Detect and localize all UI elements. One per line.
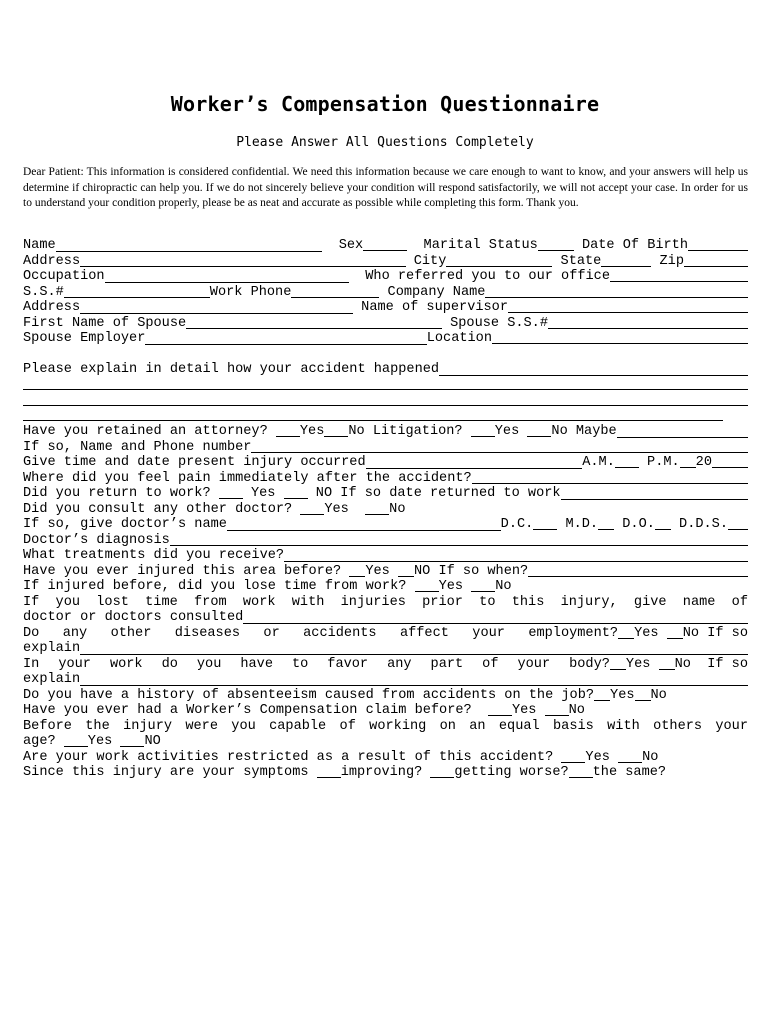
state-field[interactable] xyxy=(601,254,651,267)
spouse-ss-field[interactable] xyxy=(548,316,748,329)
date-of-birth-field[interactable] xyxy=(688,238,748,251)
return-work-label: Did you return to work? xyxy=(23,486,219,501)
row-spouse xyxy=(23,316,748,332)
page-subtitle: Please Answer All Questions Completely xyxy=(236,135,534,150)
treatments-label: What treatments did you receive? xyxy=(23,548,285,563)
absenteeism-no: No xyxy=(650,687,667,703)
restricted-yes-blank[interactable] xyxy=(561,750,585,763)
age-yes-blank[interactable] xyxy=(64,734,88,747)
litigation-no-blank[interactable] xyxy=(527,424,551,437)
name-field[interactable] xyxy=(56,238,323,252)
address2-field[interactable] xyxy=(80,300,353,314)
city-field[interactable] xyxy=(446,254,552,267)
diseases-explain-field[interactable] xyxy=(80,641,748,655)
if-so-date-label: If so date returned to work xyxy=(332,486,561,501)
zip-field[interactable] xyxy=(684,254,748,267)
lose-time-yes: Yes xyxy=(438,579,464,594)
occupation-field[interactable] xyxy=(105,269,349,283)
lost-time-line-2: doctor or doctors consulted xyxy=(23,610,244,625)
row-lost-time-2 xyxy=(23,610,748,626)
dc-label: D.C. xyxy=(500,517,534,532)
lose-time-yes-blank[interactable] xyxy=(415,579,439,592)
name-phone-field[interactable] xyxy=(251,440,748,454)
company-name-field[interactable] xyxy=(485,285,748,299)
occupation-label: Occupation xyxy=(23,269,105,284)
age-label: age? xyxy=(23,734,64,749)
diagnosis-field[interactable] xyxy=(170,533,748,547)
same-blank[interactable] xyxy=(569,765,593,778)
row-treatments xyxy=(23,548,748,564)
accident-field[interactable] xyxy=(439,362,748,376)
age-no-blank[interactable] xyxy=(120,734,144,747)
other-doctor-no-blank[interactable] xyxy=(365,502,389,515)
referred-by-label: Who referred you to our office xyxy=(365,269,610,284)
prior-claim-yes-blank[interactable] xyxy=(488,703,512,716)
row-address xyxy=(23,254,748,270)
row-if-so-name-phone xyxy=(23,440,748,456)
spouse-employer-label: Spouse Employer xyxy=(23,331,146,346)
absenteeism-yes: Yes xyxy=(610,687,635,703)
attorney-label: Have you retained an attorney? xyxy=(23,424,276,439)
diseases-yes-blank[interactable] xyxy=(618,626,634,639)
return-yes: Yes xyxy=(250,486,276,501)
address2-label: Address xyxy=(23,300,81,315)
sex-label: Sex xyxy=(338,238,364,253)
row-ss xyxy=(23,285,748,301)
return-yes-blank[interactable] xyxy=(219,486,243,499)
work-phone-field[interactable] xyxy=(291,285,379,298)
worse-blank[interactable] xyxy=(430,765,454,778)
marital-status-field[interactable] xyxy=(538,238,574,251)
year-field[interactable] xyxy=(712,455,748,468)
same-label: the same? xyxy=(592,765,667,780)
lose-time-no-blank[interactable] xyxy=(471,579,495,592)
row-feel-pain xyxy=(23,471,748,487)
favor-explain-label: explain xyxy=(23,672,81,687)
state-label: State xyxy=(560,253,602,269)
lose-time-label: If injured before, did you lose time from work? xyxy=(23,579,415,594)
prior-claim-no-blank[interactable] xyxy=(545,703,569,716)
favor-no-blank[interactable] xyxy=(659,657,675,670)
intro-paragraph: Dear Patient: This information is considered confidential. We need this information because we care enough to want to know, and your answers will help us determine if chiropractic can help you. If we do not sincerely believe your condition will respond satisfactorily, we will not accept your case. In order for us to understand your condition properly, please be as neat and accurate as possible while completing this form. Thank you. xyxy=(23,166,748,209)
row-return-work xyxy=(23,486,748,502)
restricted-no-blank[interactable] xyxy=(618,750,642,763)
favor-yes: Yes xyxy=(625,656,651,672)
row-name xyxy=(23,238,748,254)
doctor-name-field[interactable] xyxy=(227,517,501,531)
feel-pain-label: Where did you feel pain immediately after the accident? xyxy=(23,470,472,486)
year-label: 20 xyxy=(695,455,712,470)
attorney-yes-blank[interactable] xyxy=(276,424,300,437)
pm-blank[interactable] xyxy=(680,455,696,468)
city-label: City xyxy=(413,253,447,269)
company-name-label: Company Name xyxy=(387,284,486,300)
row-equal-basis-2 xyxy=(23,734,748,750)
am-label: A.M. xyxy=(582,455,615,470)
row-restricted xyxy=(23,750,748,766)
restricted-no: No xyxy=(642,749,659,765)
address-field[interactable] xyxy=(80,254,405,268)
row-address2 xyxy=(23,300,748,316)
injury-time-label: Give time and date present injury occurred xyxy=(23,455,366,470)
other-doctor-yes-blank[interactable] xyxy=(300,502,324,515)
other-doctor-label: Did you consult any other doctor? xyxy=(23,501,301,517)
doctor-name-label: If so, give doctor’s name xyxy=(23,517,227,532)
equal-basis-line-1: Before the injury were you capable of working on an equal basis with others your xyxy=(23,718,748,734)
restricted-label: Are your work activities restricted as a result of this accident? xyxy=(23,749,562,765)
marital-status-label: Marital Status xyxy=(423,238,538,253)
feel-pain-field[interactable] xyxy=(472,471,748,485)
accident-label: Please explain in detail how your accident happened xyxy=(23,362,440,377)
am-blank[interactable] xyxy=(615,455,639,468)
prior-claim-yes: Yes xyxy=(511,703,537,718)
row-injury-time xyxy=(23,455,748,471)
favor-label: In your work do you have to favor any part of your body? xyxy=(23,656,610,672)
questionnaire-form xyxy=(23,238,748,781)
supervisor-label: Name of supervisor xyxy=(361,300,508,315)
row-favor-explain xyxy=(23,672,748,688)
favor-yes-blank[interactable] xyxy=(610,657,626,670)
row-absenteeism xyxy=(23,688,748,704)
dds-label: D.D.S. xyxy=(670,517,728,532)
supervisor-field[interactable] xyxy=(508,300,748,313)
row-occupation xyxy=(23,269,748,285)
injured-before-yes: Yes xyxy=(365,563,390,579)
spouse-employer-field[interactable] xyxy=(145,331,426,345)
md-blank[interactable] xyxy=(598,517,614,530)
row-attorney xyxy=(23,424,748,440)
accident-line-3[interactable] xyxy=(23,393,748,409)
lose-time-no: No xyxy=(495,579,512,594)
location-field[interactable] xyxy=(492,331,748,344)
since-injury-label: Since this injury are your symptoms xyxy=(23,765,317,780)
injured-before-label: Have you ever injured this area before? xyxy=(23,563,350,579)
attorney-yes: Yes xyxy=(299,424,325,439)
work-phone-label: Work Phone xyxy=(209,284,292,300)
name-label: Name xyxy=(23,238,56,253)
spouse-ss-label: Spouse S.S.# xyxy=(450,315,548,331)
attorney-no: No xyxy=(348,424,365,439)
location-label: Location xyxy=(426,331,492,346)
accident-line-4[interactable] xyxy=(23,409,723,425)
row-injured-before xyxy=(23,564,748,580)
improving-label: improving? xyxy=(340,765,431,780)
diseases-no-blank[interactable] xyxy=(667,626,683,639)
date-of-birth-label: Date Of Birth xyxy=(581,238,688,253)
age-no: NO xyxy=(144,734,161,749)
restricted-yes: Yes xyxy=(585,749,610,765)
row-other-doctor xyxy=(23,502,748,518)
injured-before-no-blank[interactable] xyxy=(398,564,414,577)
favor-explain-field[interactable] xyxy=(80,672,748,686)
row-favor xyxy=(23,657,748,673)
injured-when-field[interactable] xyxy=(528,564,748,578)
other-doctor-yes: Yes xyxy=(324,501,349,517)
md-label: M.D. xyxy=(557,517,599,532)
accident-line-2[interactable] xyxy=(23,378,748,394)
sex-field[interactable] xyxy=(363,238,407,251)
address-label: Address xyxy=(23,253,81,269)
referred-by-field[interactable] xyxy=(610,269,748,282)
if-so-name-phone-label: If so, Name and Phone number xyxy=(23,439,252,455)
spouse-first-name-label: First Name of Spouse xyxy=(23,315,187,331)
row-prior-claim xyxy=(23,703,748,719)
row-since-injury xyxy=(23,765,748,781)
absenteeism-yes-blank[interactable] xyxy=(594,688,610,701)
row-diseases-explain xyxy=(23,641,748,657)
favor-no: No xyxy=(674,656,691,672)
if-so-when-label: If so when? xyxy=(430,563,529,579)
dc-blank[interactable] xyxy=(533,517,557,530)
worse-label: getting worse? xyxy=(454,765,569,780)
row-diseases xyxy=(23,626,748,642)
return-date-field[interactable] xyxy=(561,486,748,500)
row-lose-time xyxy=(23,579,748,595)
other-doctor-no: No xyxy=(389,501,406,517)
pm-label: P.M. xyxy=(638,455,680,470)
absenteeism-label: Do you have a history of absenteeism caused from accidents on the job? xyxy=(23,687,595,703)
litigation-label: Litigation? xyxy=(364,424,471,439)
return-no: NO xyxy=(315,486,333,501)
dds-blank[interactable] xyxy=(728,517,748,530)
do-blank[interactable] xyxy=(655,517,671,530)
diseases-explain-label: explain xyxy=(23,641,81,656)
improving-blank[interactable] xyxy=(317,765,341,778)
row-accident xyxy=(23,362,748,378)
zip-label: Zip xyxy=(659,253,684,269)
row-diagnosis xyxy=(23,533,748,549)
diagnosis-label: Doctor’s diagnosis xyxy=(23,532,170,548)
attorney-no-blank[interactable] xyxy=(324,424,348,437)
litigation-yes-blank[interactable] xyxy=(471,424,495,437)
prior-claim-label: Have you ever had a Worker’s Compensation claim before? xyxy=(23,703,488,718)
ss-label: S.S.# xyxy=(23,284,64,300)
doctors-consulted-field[interactable] xyxy=(243,610,748,624)
lost-time-line-1: If you lost time from work with injuries prior to this injury, give name of xyxy=(23,594,748,610)
litigation-yes: Yes xyxy=(494,424,520,439)
diseases-if-so: If so xyxy=(699,625,748,641)
favor-if-so: If so xyxy=(690,656,748,672)
maybe-field[interactable] xyxy=(617,424,748,438)
age-yes: Yes xyxy=(87,734,113,749)
prior-claim-no: No xyxy=(568,703,585,718)
injured-before-yes-blank[interactable] xyxy=(349,564,365,577)
litigation-maybe: No Maybe xyxy=(551,424,617,439)
do-label: D.O. xyxy=(614,517,655,532)
row-spouse-employer xyxy=(23,331,748,347)
row-doctor-name xyxy=(23,517,748,533)
spouse-first-name-field[interactable] xyxy=(186,316,442,330)
page-title: Worker’s Compensation Questionnaire xyxy=(170,92,600,116)
diseases-label: Do any other diseases or accidents affect your employment? xyxy=(23,625,619,641)
injured-before-no: NO xyxy=(413,563,431,579)
injury-date-field[interactable] xyxy=(366,455,583,469)
diseases-no: No xyxy=(682,625,700,641)
absenteeism-no-blank[interactable] xyxy=(635,688,651,701)
treatments-field[interactable] xyxy=(284,548,748,562)
ss-field[interactable] xyxy=(64,285,210,298)
return-no-blank[interactable] xyxy=(284,486,308,499)
diseases-yes: Yes xyxy=(634,625,659,641)
